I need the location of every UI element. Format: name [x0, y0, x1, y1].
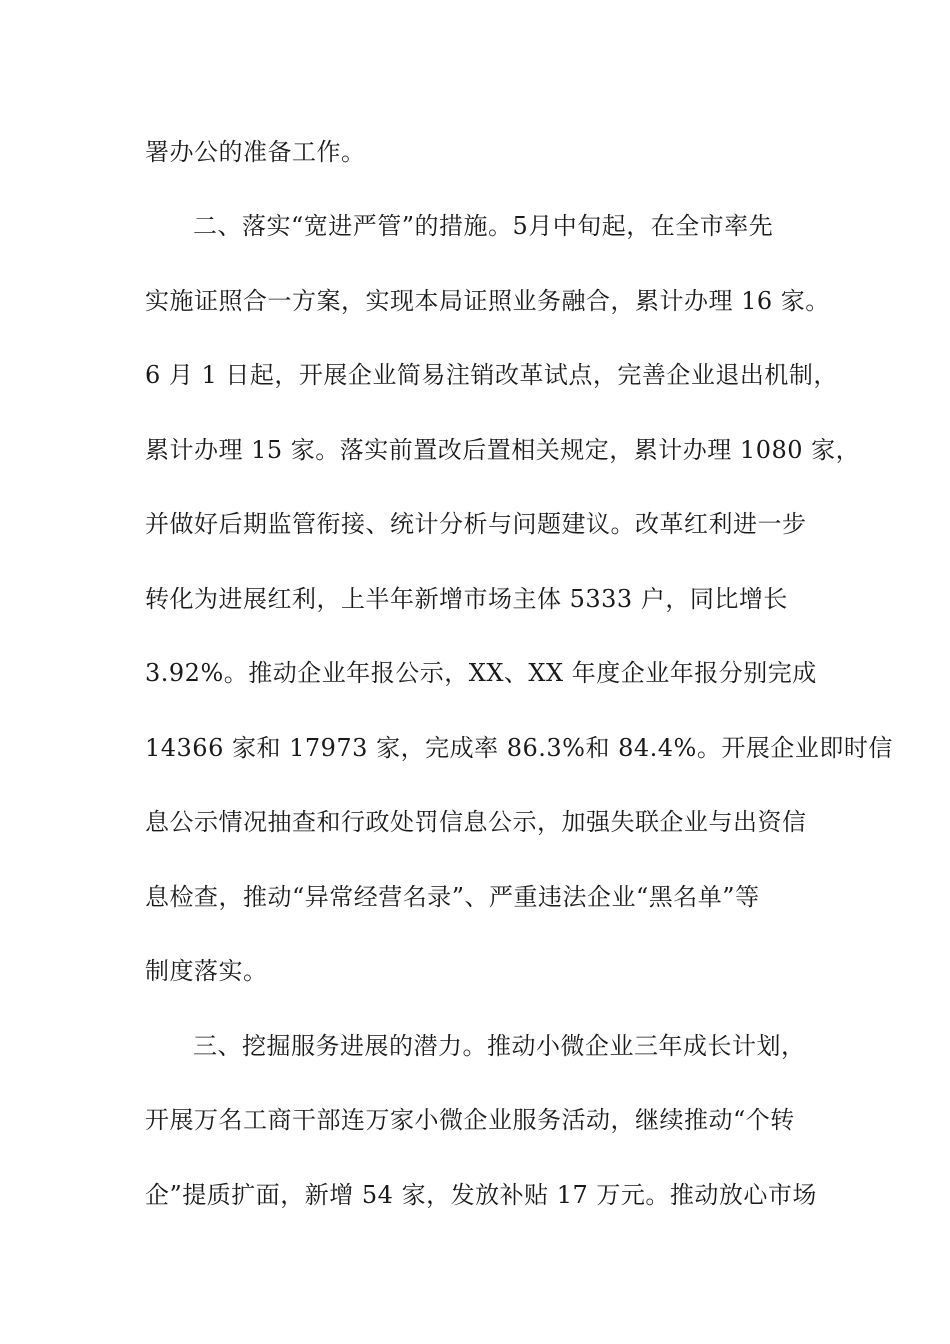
paragraph-2-line-10: 息检查，推动“异常经营名录”、严重违法企业“黑名单”等: [145, 883, 760, 911]
paragraph-2-line-9: 息公示情况抽查和行政处罚信息公示，加强失联企业与出资信: [145, 808, 807, 836]
paragraph-2-line-4: 累计办理 15 家。落实前置改后置相关规定，累计办理 1080 家，: [145, 436, 861, 464]
paragraph-2-line-1: 二、落实“宽进严管”的措施。5月中旬起，在全市率先: [193, 212, 774, 240]
paragraph-3-line-1: 三、挖掘服务进展的潜力。推动小微企业三年成长计划，: [193, 1032, 806, 1060]
paragraph-2-line-11: 制度落实。: [145, 957, 268, 985]
paragraph-3-line-2: 开展万名工商干部连万家小微企业服务活动，继续推动“个转: [145, 1106, 795, 1134]
paragraph-2-line-3: 6 月 1 日起，开展企业简易注销改革试点，完善企业退出机制，: [145, 361, 838, 389]
paragraph-3-line-3: 企”提质扩面，新增 54 家，发放补贴 17 万元。推动放心市场: [145, 1181, 817, 1209]
paragraph-2-line-5: 并做好后期监管衔接、统计分析与问题建议。改革红利进一步: [145, 510, 807, 538]
paragraph-2-line-7: 3.92%。推动企业年报公示，XX、XX 年度企业年报分别完成: [145, 659, 817, 687]
paragraph-1-line-1: 署办公的准备工作。: [145, 138, 366, 166]
paragraph-2-line-2: 实施证照合一方案，实现本局证照业务融合，累计办理 16 家。: [145, 287, 830, 315]
paragraph-2-line-8: 14366 家和 17973 家，完成率 86.3%和 84.4%。开展企业即时信: [145, 734, 893, 762]
paragraph-2-line-6: 转化为进展红利，上半年新增市场主体 5333 户，同比增长: [145, 585, 788, 613]
